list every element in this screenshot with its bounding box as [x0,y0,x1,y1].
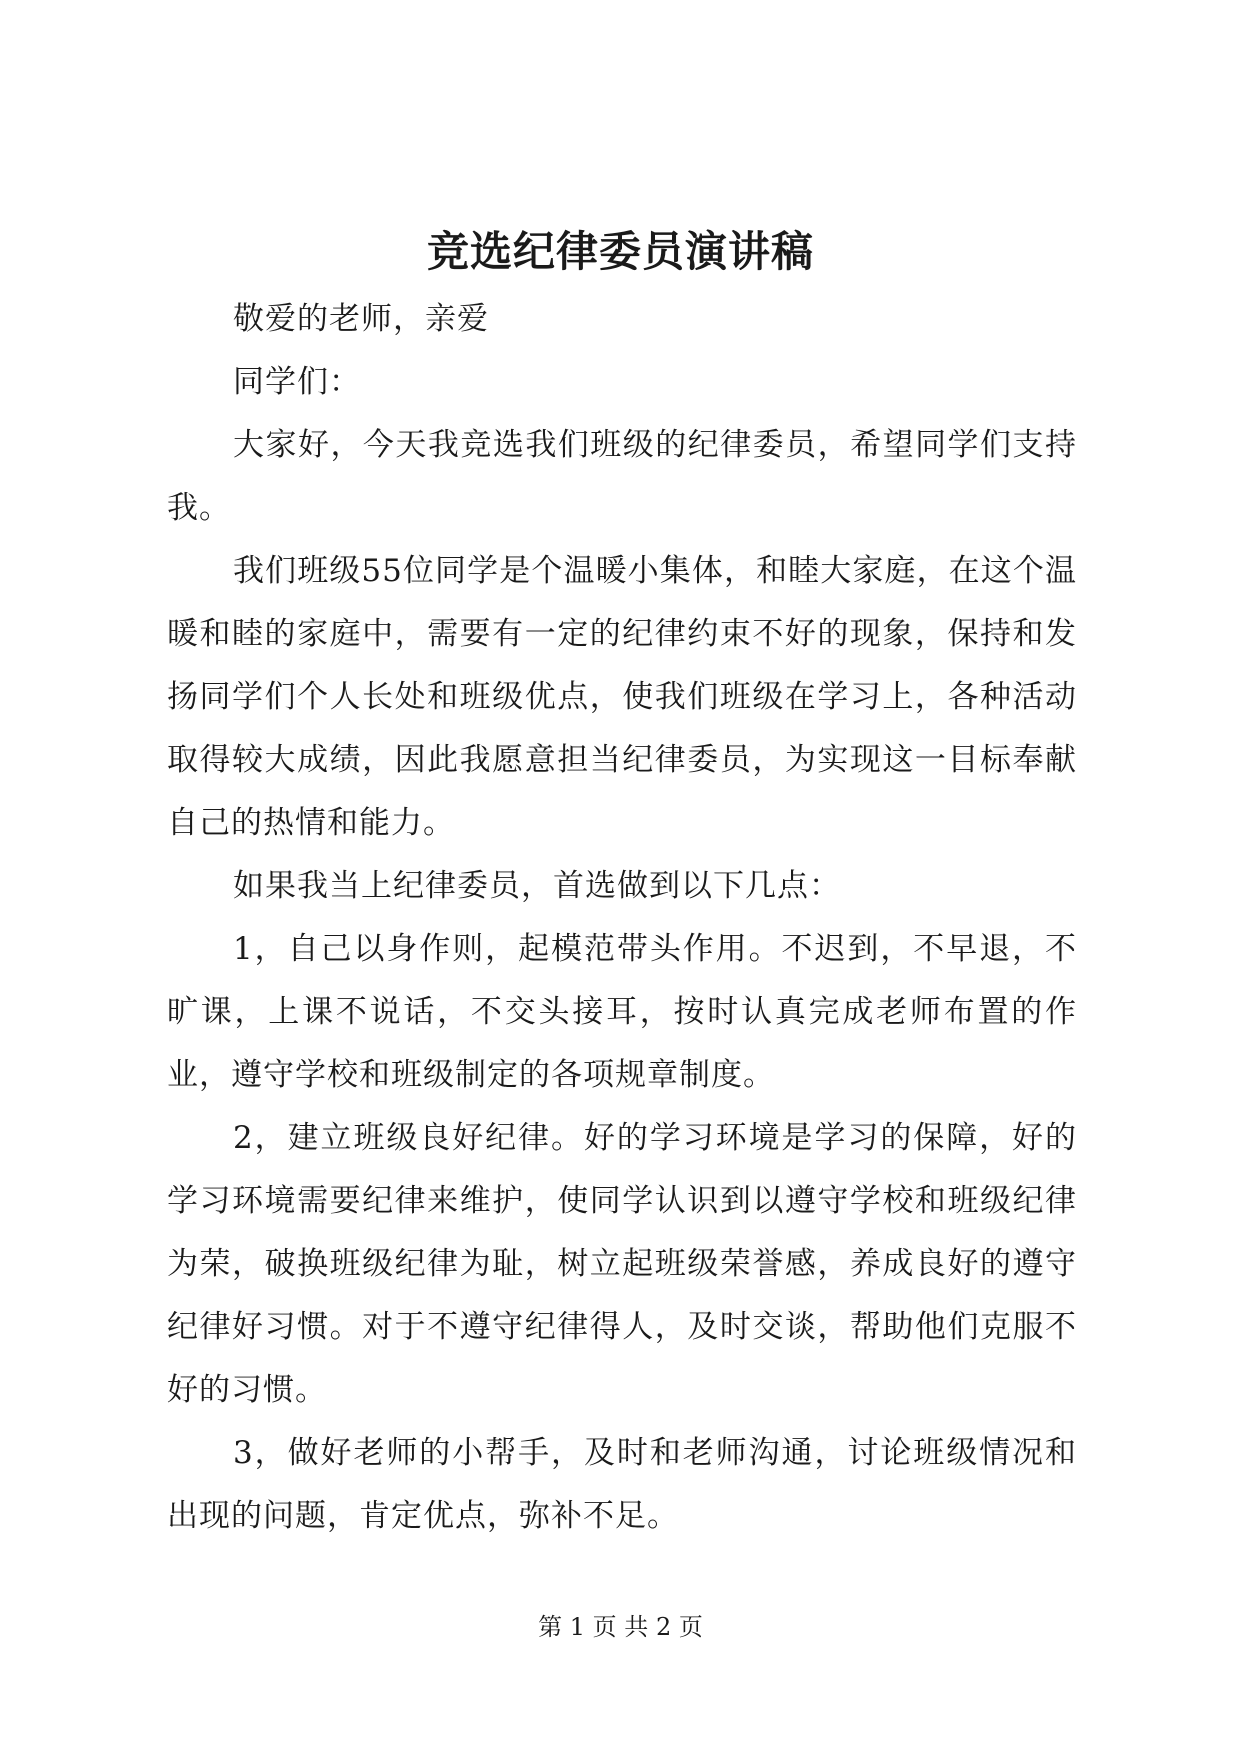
document-title: 竞选纪律委员演讲稿 [426,227,814,276]
paragraph-class-intro: 我们班级55位同学是个温暖小集体，和睦大家庭，在这个温暖和睦的家庭中，需要有一定的纪律约束不好的现象，保持和发扬同学们个人长处和班级优点，使我们班级在学习上，各种活动取得较大成绩，因此我愿意担当纪律委员，为实现这一目标奉献自己的热情和能力。 [167,553,1077,841]
paragraph-point-2: 2，建立班级良好纪律。好的学习环境是学习的保障，好的学习环境需要纪律来维护，使同学认识到以遵守学校和班级纪律为荣，破换班级纪律为耻，树立起班级荣誉感，养成良好的遵守纪律好习惯。对于不遵守纪律得人，及时交谈，帮助他们克服不好的习惯。 [167,1120,1077,1408]
paragraph-plan-intro: 如果我当上纪律委员，首选做到以下几点： [233,868,841,904]
paragraph-point-1: 1，自己以身作则，起模范带头作用。不迟到，不早退，不旷课，上课不说话，不交头接耳，按时认真完成老师布置的作业，遵守学校和班级制定的各项规章制度。 [167,931,1077,1093]
page-number-footer: 第 1 页 共 2 页 [538,1613,703,1641]
paragraph-salutation-2: 同学们： [233,364,361,400]
paragraph-greeting: 大家好，今天我竞选我们班级的纪律委员，希望同学们支持我。 [167,427,1077,526]
paragraph-point-3: 3，做好老师的小帮手，及时和老师沟通，讨论班级情况和出现的问题，肯定优点，弥补不足。 [167,1435,1077,1534]
document-body [167,288,1077,1548]
paragraph-salutation-1: 敬爱的老师，亲爱 [233,301,489,337]
